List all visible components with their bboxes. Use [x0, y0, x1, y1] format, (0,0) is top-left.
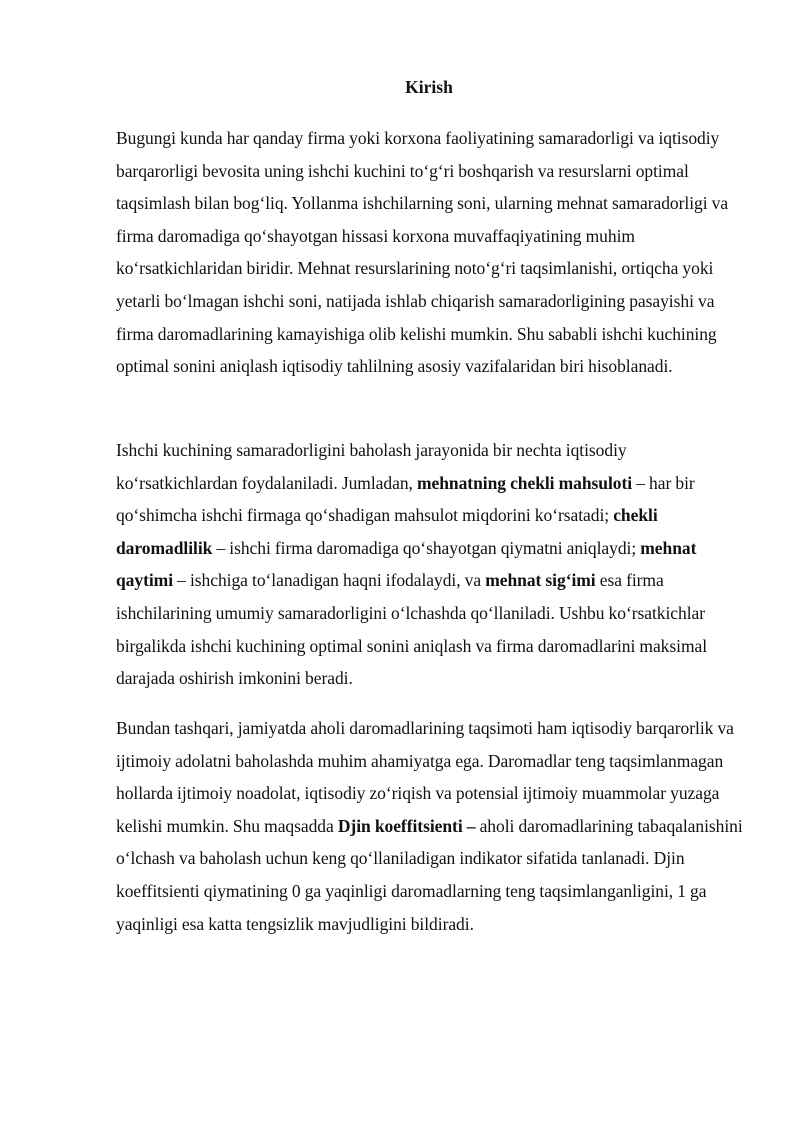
paragraph-text: – ishchi firma daromadiga qo‘shayotgan qiymatni aniqlaydi; — [212, 537, 641, 558]
term-marginal-revenue: chekli daromadlilik — [116, 505, 658, 558]
paragraph-gini — [116, 712, 746, 940]
term-marginal-product: mehnatning chekli mahsuloti — [416, 472, 633, 493]
paragraph-text: esa firma ishchilarining umumiy samaradorligini o‘lchashda qo‘llaniladi. Ushbu ko‘rsatkichlar birgalikda ishchi kuchining optimal sonini aniqlash va firma daromadlarini maksimal darajada oshirish imkonini beradi. — [116, 570, 708, 689]
paragraph-text: – har bir qo‘shimcha ishchi firmaga qo‘shadigan mahsulot miqdorini ko‘rsatadi; — [116, 472, 695, 526]
paragraph-text: Bundan tashqari, jamiyatda aholi daromadlarining taqsimoti ham iqtisodiy barqarorlik va ijtimoiy adolatni baholashda muhim ahamiyatga ega. Daromadlar teng taqsimlanmagan hollarda ijtimoiy noadolat, iqtisodiy zo‘riqish va potensial ijtimoiy muammolar yuzaga kelishi mumkin. Shu maqsadda — [116, 718, 734, 836]
paragraph-indicators — [116, 434, 746, 695]
term-labor-return: mehnat qaytimi — [116, 537, 697, 591]
term-labor-intensity: mehnat sig‘imi — [485, 570, 596, 591]
paragraph-text: Ishchi kuchining samaradorligini baholash jarayonida bir nechta iqtisodiy ko‘rsatkichlardan foydalaniladi. Jumladan, — [116, 440, 627, 493]
term-gini-coefficient: Djin koeffitsienti – — [337, 815, 476, 836]
page-title: Kirish — [405, 77, 453, 97]
paragraph-text: – ishchiga to‘lanadigan haqni ifodalaydi, va — [173, 570, 486, 591]
paragraph-intro — [116, 122, 746, 383]
paragraph-text: aholi daromadlarining tabaqalanishini o‘lchash va baholash uchun keng qo‘llaniladigan indikator sifatida tanlanadi. Djin koeffitsienti qiymatining 0 ga yaqinligi daromadlarning teng taqsimlanganligini, 1 ga yaqinligi esa katta tengsizlik mavjudligini bildiradi. — [116, 815, 743, 934]
paragraph-text: Bugungi kunda har qanday firma yoki korxona faoliyatining samaradorligi va iqtisodiy barqarorligi bevosita uning ishchi kuchini to‘g‘ri boshqarish va resurslarni optimal taqsimlash bilan bog‘liq. Yollanma ishchilarning soni, ularning mehnat samaradorligi va firma daromadiga qo‘shayotgan hissasi korxona muvaffaqiyatining muhim ko‘rsatkichlaridan biridir. Mehnat resurslarining noto‘g‘ri taqsimlanishi, ortiqcha yoki yetarli bo‘lmagan ishchi soni, natijada ishlab chiqarish samaradorligining pasayishi va firma daromadlarining kamayishiga olib kelishi mumkin. Shu sababli ishchi kuchining optimal sonini aniqlash iqtisodiy tahlilning asosiy vazifalaridan biri hisoblanadi. — [116, 128, 729, 377]
